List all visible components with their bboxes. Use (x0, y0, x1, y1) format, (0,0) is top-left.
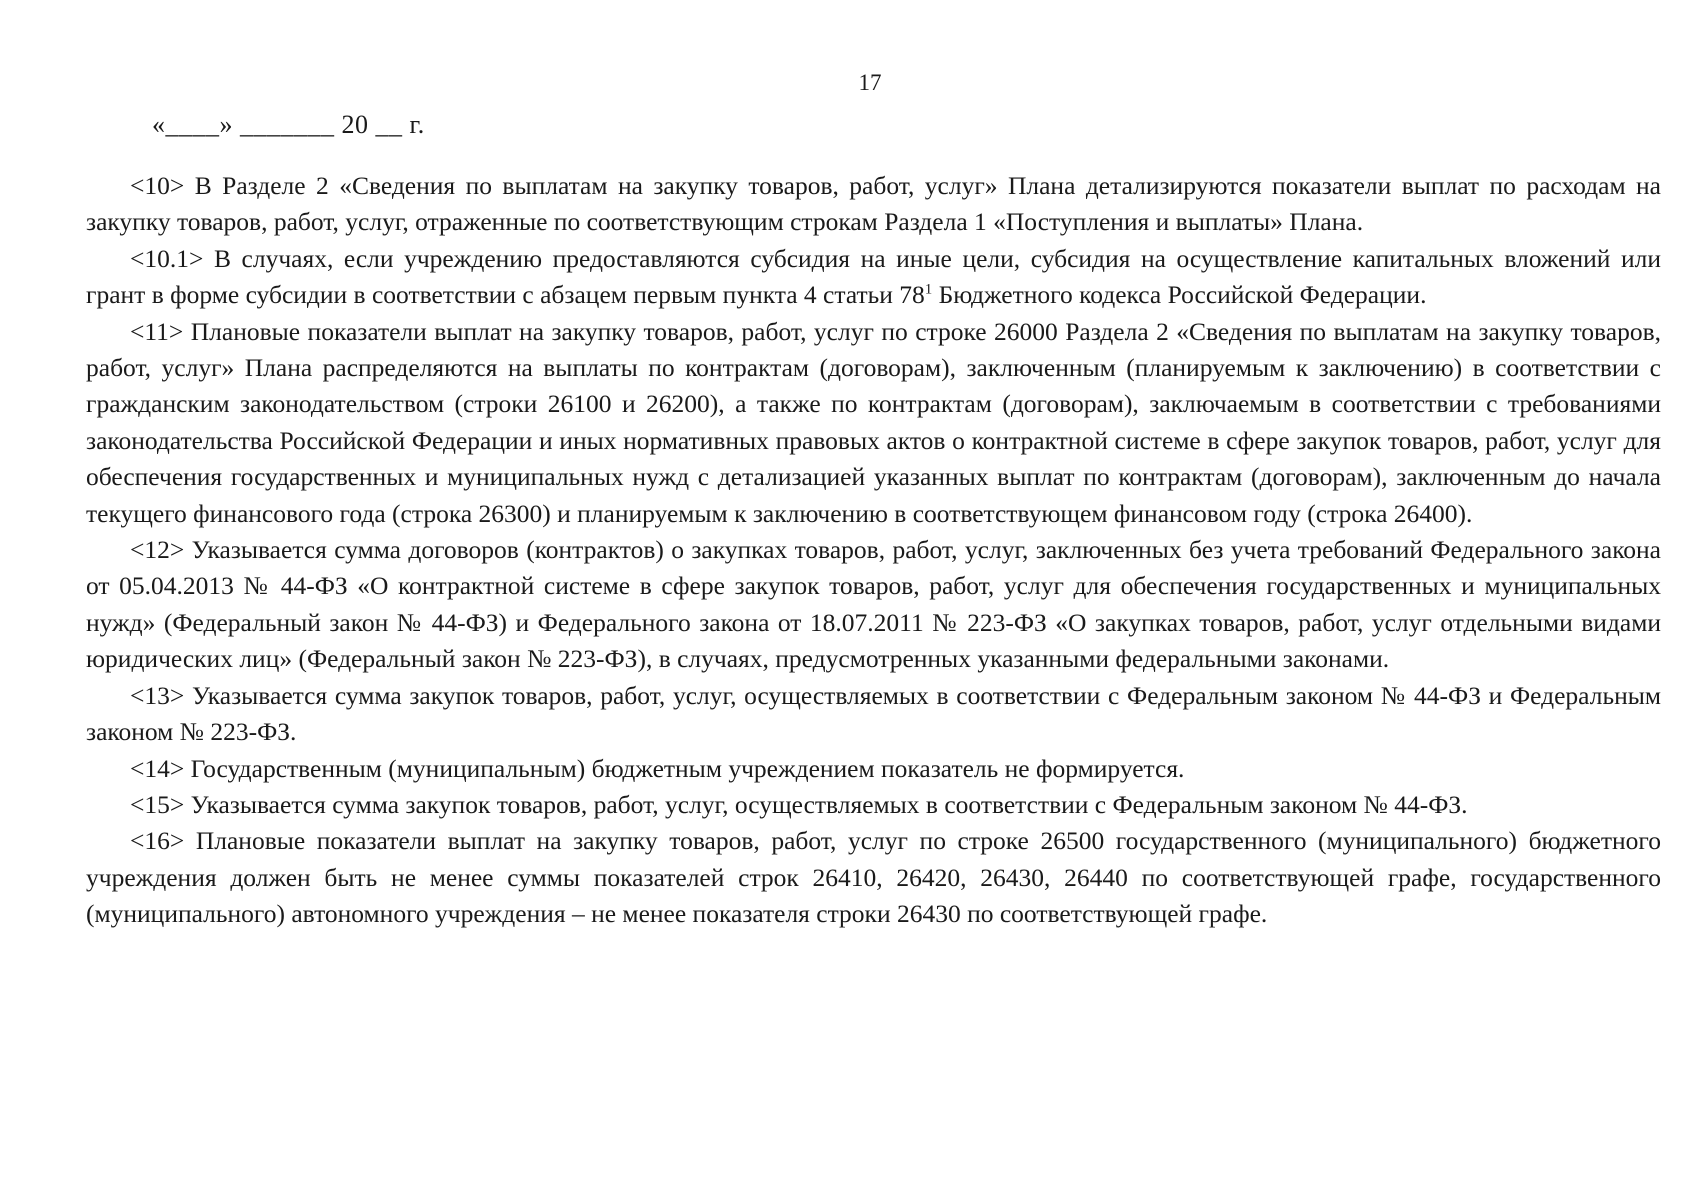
footnote-10-1-text: <10.1> В случаях, если учреждению предоставляются субсидия на иные цели, субсидия на осуществление капитальных вложений или грант в форме субсидии в соответствии с абзацем первым пункта 4 статьи 78 (86, 243, 1661, 310)
footnotes (86, 168, 1661, 933)
footnote-10-1-superscript: 1 (924, 281, 933, 298)
footnote-12: <12> Указывается сумма договоров (контрактов) о закупках товаров, работ, услуг, заключенных без учета требований Федерального закона от 05.04.2013 № 44-ФЗ «О контрактной системе в сфере закупок товаров, работ, услуг для обеспечения государственных и муниципальных нужд» (Федеральный закон № 44-ФЗ) и Федерального закона от 18.07.2011 № 223-ФЗ «О закупках товаров, работ, услуг отдельными видами юридических лиц» (Федеральный закон № 223-ФЗ), в случаях, предусмотренных указанными федеральными законами. (86, 535, 1661, 674)
footnote-10-1-text-end: Бюджетного кодекса Российской Федерации. (932, 280, 1427, 310)
footnote-14: <14> Государственным (муниципальным) бюджетным учреждением показатель не формируется. (130, 753, 1185, 783)
date-line: «____» _______ 20 __ г. (152, 110, 425, 139)
footnote-15: <15> Указывается сумма закупок товаров, работ, услуг, осуществляемых в соответствии с Федеральным законом № 44-ФЗ. (130, 789, 1468, 819)
footnote-10-1 (86, 241, 1661, 314)
footnote-13: <13> Указывается сумма закупок товаров, работ, услуг, осуществляемых в соответствии с Федеральным законом № 44-ФЗ и Федеральным законом № 223-ФЗ. (86, 680, 1661, 747)
footnote-16: <16> Плановые показатели выплат на закупку товаров, работ, услуг по строке 26500 государственного (муниципального) бюджетного учреждения должен быть не менее суммы показателей строк 26410, 26420, 26430, 26440 по соответствующей графе, государственного (муниципального) автономного учреждения – не менее показателя строки 26430 по соответствующей графе. (86, 826, 1661, 929)
page-number: 17 (858, 70, 882, 95)
footnote-10: <10> В Разделе 2 «Сведения по выплатам на закупку товаров, работ, услуг» Плана детализируются показатели выплат по расходам на закупку товаров, работ, услуг, отраженные по соответствующим строкам Раздела 1 «Поступления и выплаты» Плана. (86, 171, 1661, 237)
footnote-11: <11> Плановые показатели выплат на закупку товаров, работ, услуг по строке 26000 Раздела 2 «Сведения по выплатам на закупку товаров, работ, услуг» Плана распределяются на выплаты по контрактам (договорам), заключенным (планируемым к заключению) в соответствии с гражданским законодательством (строки 26100 и 26200), а также по контрактам (договорам), заключаемым в соответствии с требованиями законодательства Российской Федерации и иных нормативных правовых актов о контрактной системе в сфере закупок товаров, работ, услуг для обеспечения государственных и муниципальных нужд с детализацией указанных выплат по контрактам (договорам), заключенным до начала текущего финансового года (строка 26300) и планируемым к заключению в соответствующем финансовом году (строка 26400). (86, 316, 1661, 528)
